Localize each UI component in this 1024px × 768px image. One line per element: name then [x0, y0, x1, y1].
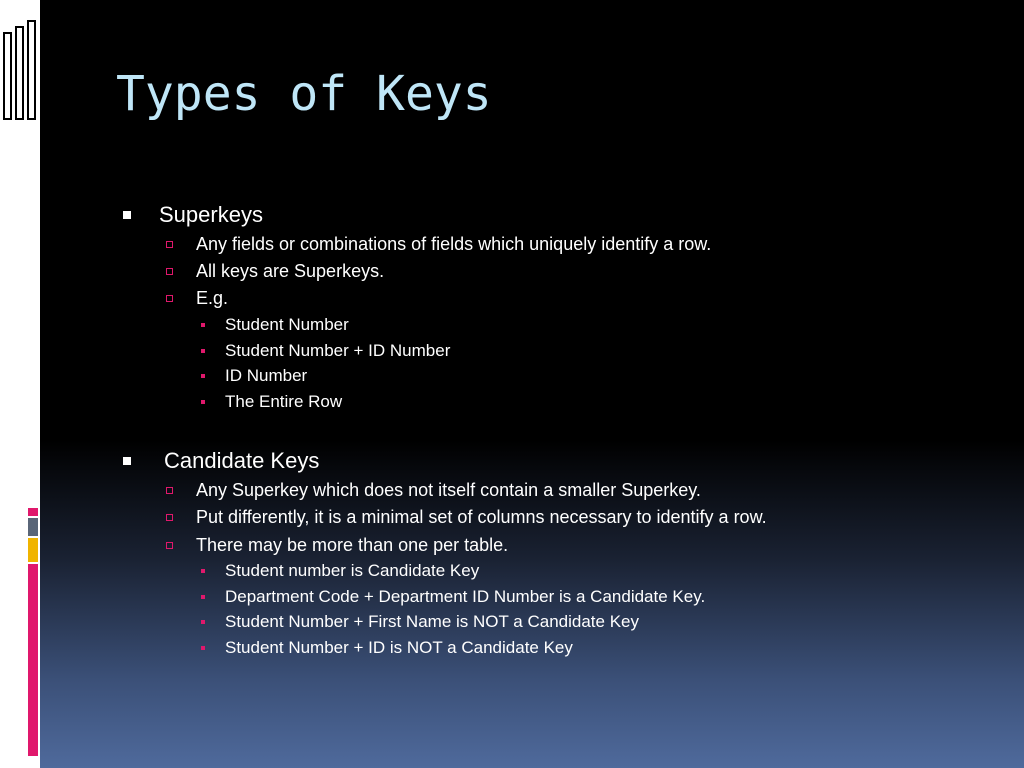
slide-title: Types of Keys [116, 66, 492, 122]
level2-bullet-icon [166, 542, 173, 549]
section-heading-superkeys: Superkeys [159, 202, 263, 227]
level3-bullet-icon [201, 374, 205, 378]
candidate-keys-point-1: Any Superkey which does not itself contain a smaller Superkey. [196, 480, 701, 500]
candidate-keys-example-1: Student number is Candidate Key [225, 561, 480, 580]
superkeys-point-1: Any fields or combinations of fields which uniquely identify a row. [196, 234, 712, 254]
candidate-keys-point-2: Put differently, it is a minimal set of columns necessary to identify a row. [196, 507, 767, 527]
level2-bullet-icon [166, 487, 173, 494]
level1-bullet-icon [123, 457, 131, 465]
candidate-keys-example-2: Department Code + Department ID Number is a Candidate Key. [225, 587, 706, 606]
level3-bullet-icon [201, 595, 205, 599]
superkeys-example-3: ID Number [225, 366, 308, 385]
superkeys-example-1: Student Number [225, 315, 349, 334]
level3-bullet-icon [201, 620, 205, 624]
section-heading-candidate-keys: Candidate Keys [164, 448, 320, 473]
level3-bullet-icon [201, 646, 205, 650]
candidate-keys-point-3: There may be more than one per table. [196, 535, 509, 555]
level2-bullet-icon [166, 241, 173, 248]
level3-bullet-icon [201, 569, 205, 573]
superkeys-example-4: The Entire Row [225, 392, 343, 411]
level3-bullet-icon [201, 349, 205, 353]
level2-bullet-icon [166, 514, 173, 521]
level3-bullet-icon [201, 323, 205, 327]
level2-bullet-icon [166, 268, 173, 275]
level1-bullet-icon [123, 211, 131, 219]
level2-bullet-icon [166, 295, 173, 302]
superkeys-example-2: Student Number + ID Number [225, 341, 451, 360]
candidate-keys-example-4: Student Number + ID is NOT a Candidate Key [225, 638, 573, 657]
level3-bullet-icon [201, 400, 205, 404]
superkeys-point-2: All keys are Superkeys. [196, 261, 385, 281]
candidate-keys-example-3: Student Number + First Name is NOT a Candidate Key [225, 612, 640, 631]
superkeys-point-3: E.g. [196, 288, 229, 308]
